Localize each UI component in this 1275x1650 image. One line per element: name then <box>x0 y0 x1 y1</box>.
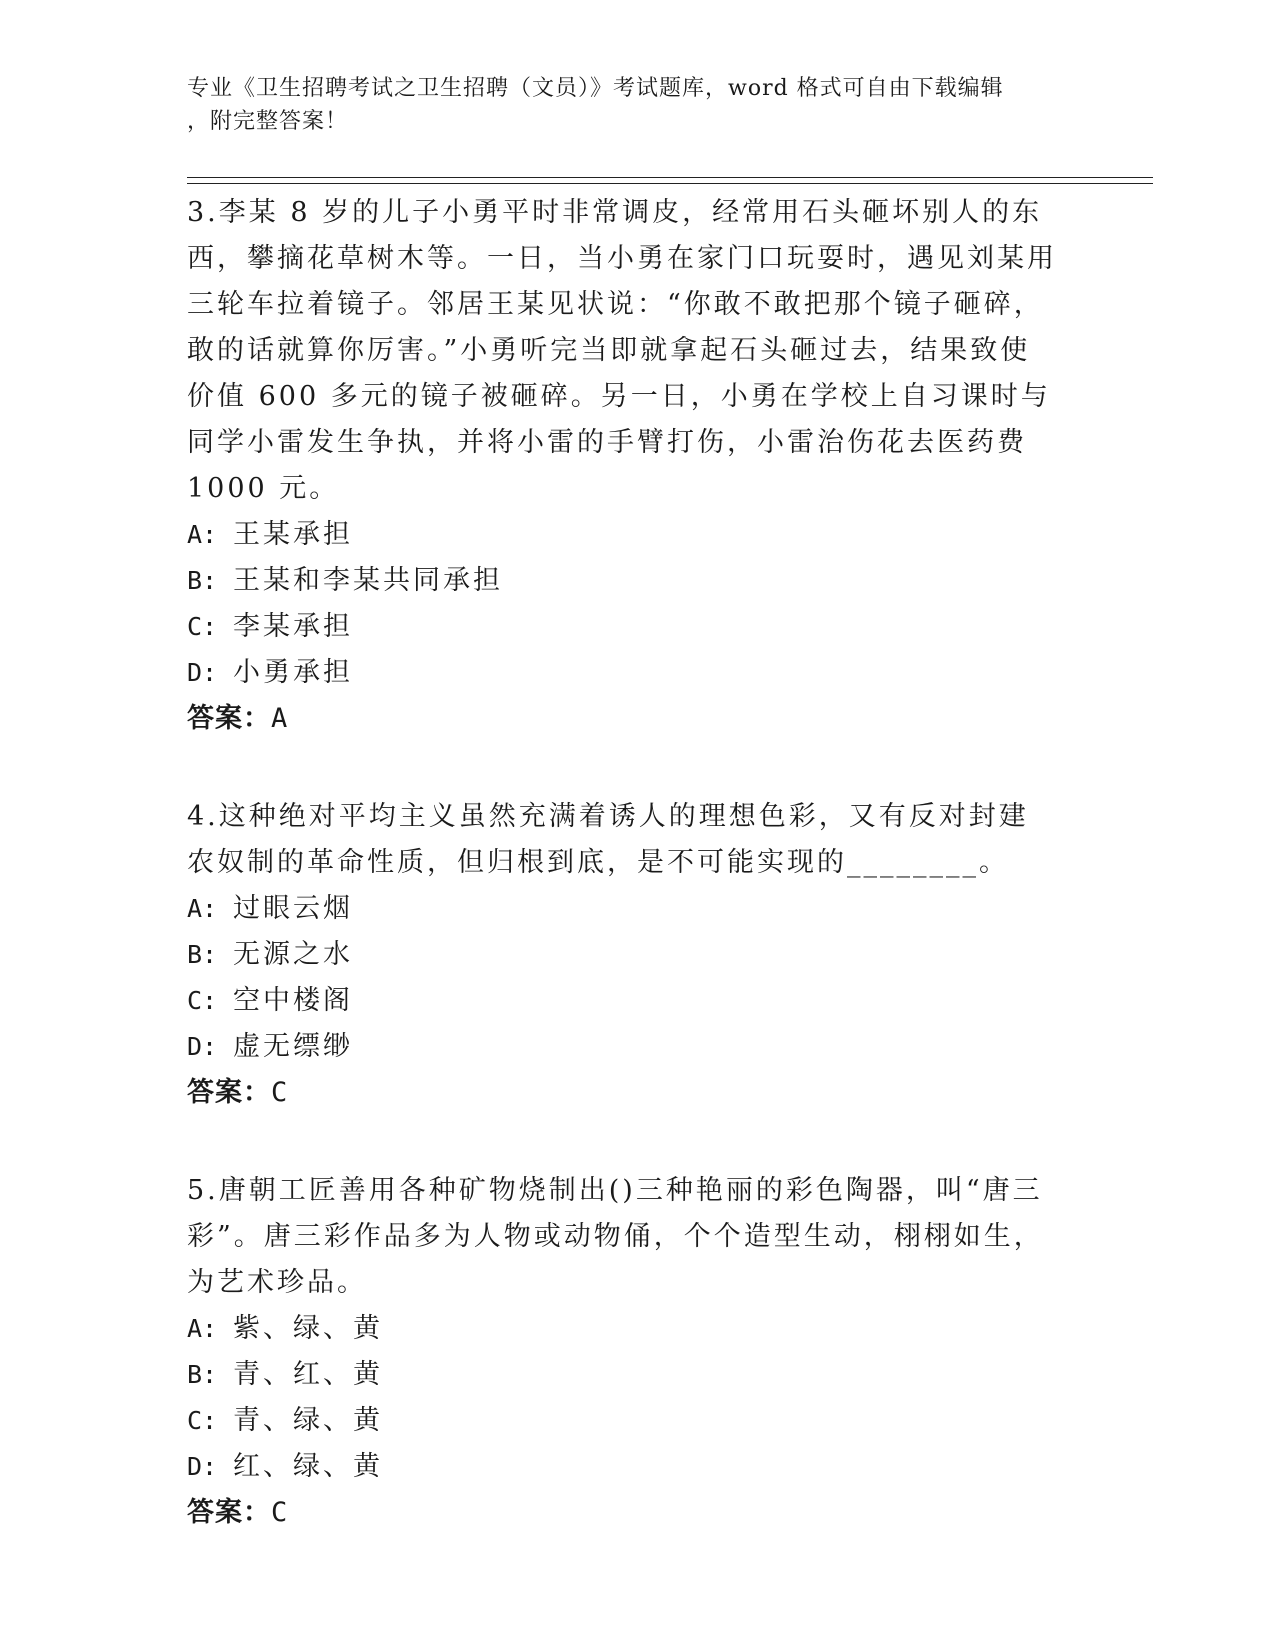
question-4 <box>187 794 1057 1116</box>
option-letter: C: <box>187 612 218 641</box>
answer-line <box>187 1490 1057 1536</box>
answer-value: C <box>271 1497 289 1528</box>
question-stem: 3.李某 8 岁的儿子小勇平时非常调皮，经常用石头砸坏别人的东西，攀摘花草树木等。一日，当小勇在家门口玩耍时，遇见刘某用三轮车拉着镜子。邻居王某见状说：“你敢不敢把那个镜子砸碎，敢的话就算你厉害。”小勇听完当即就拿起石头砸过去，结果致使价值 600 多元的镜子被砸碎。另一日，小勇在学校上自习课时与同学小雷发生争执，并将小雷的手臂打伤，小雷治伤花去医药费 1000 元。 <box>187 197 1057 504</box>
document-header <box>187 72 1087 138</box>
option-d <box>187 650 1057 696</box>
answer-label: 答案： <box>187 703 271 734</box>
header-line-2: ，附完整答案！ <box>187 109 349 134</box>
option-letter: B: <box>187 1360 218 1389</box>
question-3 <box>187 190 1057 742</box>
option-text: 虚无缥缈 <box>233 1031 353 1062</box>
answer-line <box>187 1070 1057 1116</box>
option-letter: A: <box>187 520 218 549</box>
option-letter: D: <box>187 658 218 687</box>
header-divider-bottom <box>187 183 1153 184</box>
option-a <box>187 1306 1057 1352</box>
answer-line <box>187 696 1057 742</box>
option-text: 过眼云烟 <box>233 893 353 924</box>
option-letter: C: <box>187 986 218 1015</box>
option-text: 小勇承担 <box>233 657 353 688</box>
option-d <box>187 1444 1057 1490</box>
option-text: 王某和李某共同承担 <box>233 565 503 596</box>
option-text: 王某承担 <box>233 519 353 550</box>
option-text: 空中楼阁 <box>233 985 353 1016</box>
question-stem: 5.唐朝工匠善用各种矿物烧制出()三种艳丽的彩色陶器，叫“唐三彩”。唐三彩作品多为人物或动物俑，个个造型生动，栩栩如生，为艺术珍品。 <box>187 1175 1044 1298</box>
option-b <box>187 932 1057 978</box>
option-text: 无源之水 <box>233 939 353 970</box>
option-text: 红、绿、黄 <box>233 1451 383 1482</box>
answer-label: 答案： <box>187 1077 271 1108</box>
option-c <box>187 978 1057 1024</box>
option-letter: B: <box>187 566 218 595</box>
option-a <box>187 512 1057 558</box>
option-text: 青、红、黄 <box>233 1359 383 1390</box>
option-letter: A: <box>187 894 218 923</box>
question-list <box>187 190 1057 1588</box>
answer-value: C <box>271 1077 289 1108</box>
option-text: 紫、绿、黄 <box>233 1313 383 1344</box>
question-5 <box>187 1168 1057 1536</box>
option-letter: D: <box>187 1032 218 1061</box>
option-a <box>187 886 1057 932</box>
option-b <box>187 1352 1057 1398</box>
question-stem: 4.这种绝对平均主义虽然充满着诱人的理想色彩，又有反对封建农奴制的革命性质，但归根到底，是不可能实现的________。 <box>187 801 1029 878</box>
option-letter: A: <box>187 1314 218 1343</box>
header-divider-top <box>187 177 1153 178</box>
option-c <box>187 604 1057 650</box>
answer-label: 答案： <box>187 1497 271 1528</box>
option-d <box>187 1024 1057 1070</box>
option-letter: D: <box>187 1452 218 1481</box>
option-c <box>187 1398 1057 1444</box>
option-text: 青、绿、黄 <box>233 1405 383 1436</box>
header-line-1: 专业《卫生招聘考试之卫生招聘（文员）》考试题库，word 格式可自由下载编辑 <box>187 76 1004 101</box>
option-letter: C: <box>187 1406 218 1435</box>
option-text: 李某承担 <box>233 611 353 642</box>
option-b <box>187 558 1057 604</box>
option-letter: B: <box>187 940 218 969</box>
answer-value: A <box>271 703 289 734</box>
